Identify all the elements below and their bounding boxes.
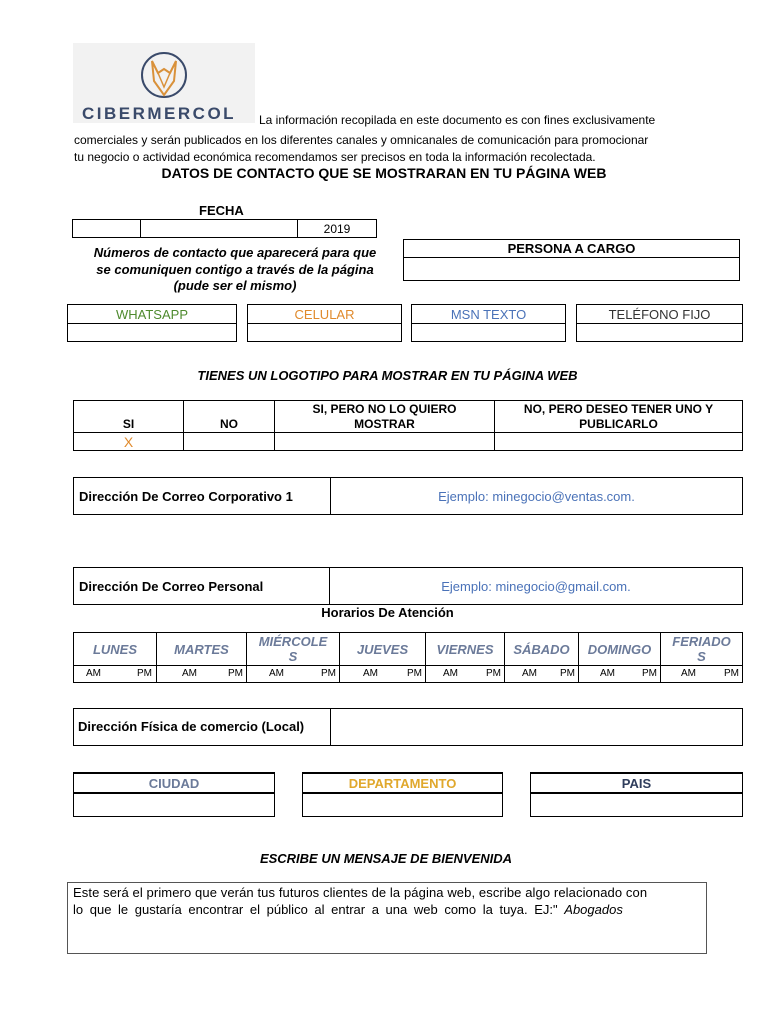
col-si-label: SI	[122, 416, 135, 431]
no-deseo-checkbox[interactable]	[495, 433, 742, 450]
no-checkbox[interactable]	[184, 433, 274, 450]
celular-label: CELULAR	[294, 306, 355, 322]
ciudad-label: CIUDAD	[148, 775, 200, 791]
pais-label: PAIS	[621, 775, 652, 791]
intro-line-3: tu negocio o actividad económica recomendamos ser precisos en toda la información recolectada.	[74, 150, 596, 164]
day-lunes: LUNES	[92, 641, 138, 657]
pais-field[interactable]	[531, 794, 742, 816]
departamento-label: DEPARTAMENTO	[348, 775, 457, 791]
bienvenida-line-1: Este será el primero que verán tus futuros clientes de la página web, escribe algo relacionado con	[73, 885, 648, 900]
fecha-label: FECHA	[199, 203, 244, 218]
whatsapp-field[interactable]	[68, 324, 236, 341]
brand-name: CIBERMERCOL	[82, 104, 237, 123]
am-pm-lunes[interactable]: AM PM	[86, 668, 152, 679]
am-pm-sabado[interactable]: AM PM	[522, 668, 575, 679]
bienvenida-textarea[interactable]	[67, 882, 707, 954]
day-feriados: FERIADO S	[672, 634, 731, 664]
day-domingo: DOMINGO	[587, 641, 652, 657]
am-pm-jueves[interactable]: AM PM	[363, 668, 422, 679]
email-corporativo-label: Dirección De Correo Corporativo 1	[79, 489, 293, 504]
celular-field[interactable]	[248, 324, 401, 341]
email-personal-label: Dirección De Correo Personal	[79, 579, 264, 594]
si-checkbox[interactable]: X	[123, 433, 134, 450]
horarios-title: Horarios De Atención	[321, 605, 454, 620]
si-no-mostrar-checkbox[interactable]	[275, 433, 494, 450]
contact-numbers-line-2: se comuniquen contigo a través de la página	[96, 262, 374, 277]
col-si-no-mostrar-label-2: MOSTRAR	[354, 416, 415, 431]
day-jueves: JUEVES	[356, 641, 409, 657]
bienvenida-line-2: lo que le gustaría encontrar el público al entrar a una web como la tuya. EJ:" Abogados	[73, 902, 623, 917]
direccion-fisica-label: Dirección Física de comercio (Local)	[78, 719, 305, 734]
intro-line-2: comerciales y serán publicados en los diferentes canales y omnicanales de comunicación para promocionar	[74, 133, 649, 147]
am-pm-domingo[interactable]: AM PM	[600, 668, 657, 679]
persona-label: PERSONA A CARGO	[507, 241, 636, 256]
am-pm-viernes[interactable]: AM PM	[443, 668, 501, 679]
contact-numbers-line-1: Números de contacto que aparecerá para que	[93, 245, 377, 260]
col-si-no-mostrar-label-1: SI, PERO NO LO QUIERO	[312, 401, 457, 416]
logo	[73, 43, 255, 123]
telefono-fijo-field[interactable]	[577, 324, 742, 341]
departamento-field[interactable]	[303, 794, 502, 816]
fecha-day-field[interactable]	[73, 220, 140, 237]
day-martes: MARTES	[174, 641, 229, 657]
col-no-deseo-label-2: PUBLICARLO	[579, 416, 658, 431]
logo-question-title: TIENES UN LOGOTIPO PARA MOSTRAR EN TU PÁGINA WEB	[197, 368, 578, 383]
ciudad-field[interactable]	[74, 794, 274, 816]
msn-texto-label: MSN TEXTO	[450, 306, 527, 322]
day-miercoles: MIÉRCOLE S	[258, 634, 328, 664]
email-personal-field[interactable]: Ejemplo: minegocio@gmail.com.	[441, 578, 631, 594]
col-no-deseo-label-1: NO, PERO DESEO TENER UNO Y	[523, 401, 714, 416]
intro-line-1: La información recopilada en este documento es con fines exclusivamente	[259, 113, 656, 127]
am-pm-miercoles[interactable]: AM PM	[269, 668, 336, 679]
col-no-label: NO	[220, 416, 238, 431]
day-viernes: VIERNES	[436, 641, 494, 657]
am-pm-feriados[interactable]: AM PM	[681, 668, 739, 679]
email-corporativo-field[interactable]: Ejemplo: minegocio@ventas.com.	[438, 488, 635, 504]
telefono-fijo-label: TELÉFONO FIJO	[608, 306, 711, 322]
day-sabado: SÁBADO	[513, 641, 570, 657]
msn-texto-field[interactable]	[412, 324, 565, 341]
contact-numbers-line-3: (pude ser el mismo)	[173, 278, 297, 293]
fecha-year-field[interactable]: 2019	[323, 221, 351, 236]
persona-field[interactable]	[404, 258, 739, 280]
direccion-fisica-field[interactable]	[331, 709, 742, 745]
bienvenida-title: ESCRIBE UN MENSAJE DE BIENVENIDA	[259, 851, 513, 866]
page-title: DATOS DE CONTACTO QUE SE MOSTRARAN EN TU PÁGINA WEB	[161, 165, 607, 181]
fecha-month-field[interactable]	[141, 220, 297, 237]
whatsapp-label: WHATSAPP	[116, 306, 188, 322]
fox-logo-icon	[136, 47, 192, 105]
am-pm-martes[interactable]: AM PM	[182, 668, 243, 679]
